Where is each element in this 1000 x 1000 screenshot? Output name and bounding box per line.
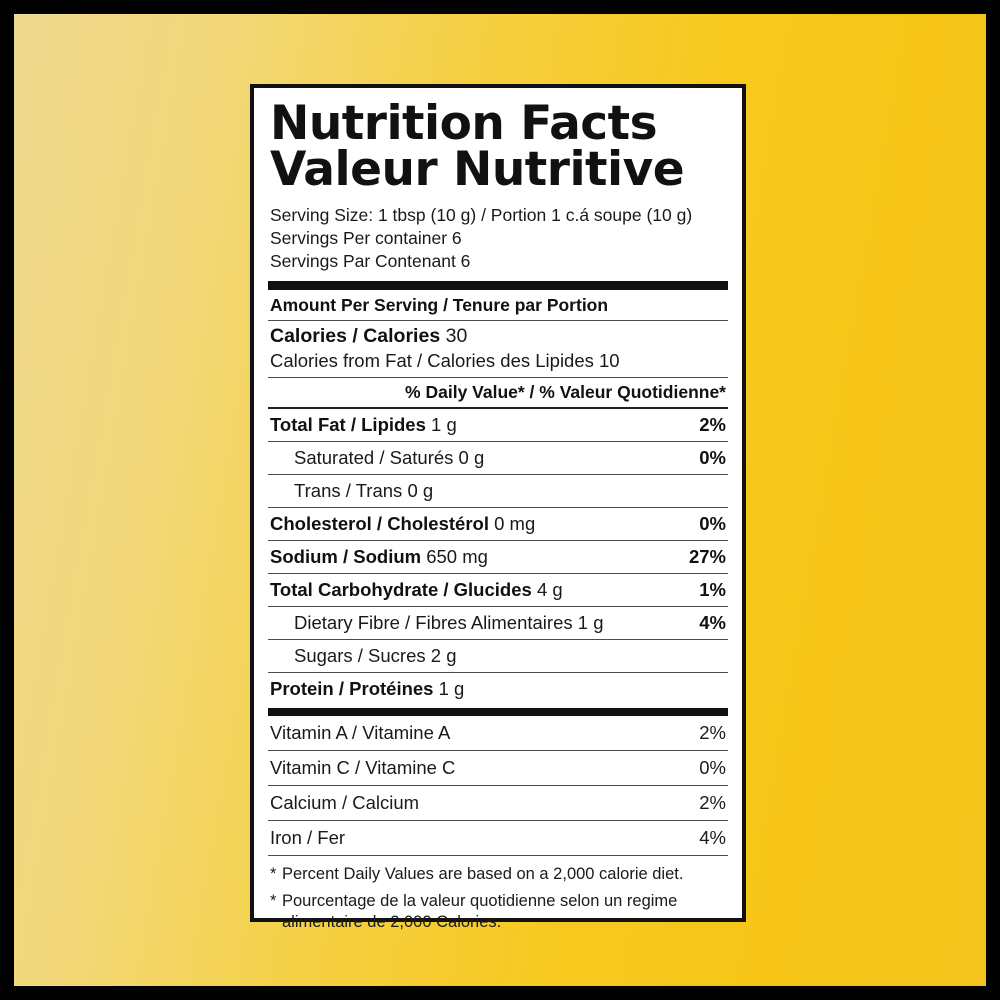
- amount-per-serving: Amount Per Serving / Tenure par Portion: [270, 294, 609, 315]
- servings-per-container-en: Servings Per container 6: [270, 228, 462, 249]
- nutrient-row: [268, 442, 728, 474]
- title-french: Valeur Nutritive: [270, 141, 685, 197]
- nutrient-name-amount: [294, 480, 433, 502]
- nutrient-name: Dietary Fibre / Fibres Alimentaires: [294, 611, 573, 633]
- serving-info: [268, 204, 728, 274]
- divider-thick-bottom: [268, 708, 728, 716]
- nutrient-name-amount: [294, 612, 603, 634]
- footnote-french: [270, 891, 728, 933]
- nutrient-name-amount: [294, 645, 456, 667]
- vitamin-row: [268, 751, 728, 785]
- nutrient-daily-value: 2%: [699, 413, 726, 435]
- nutrient-amount: 1 g: [577, 611, 604, 633]
- nutrient-amount: 650 mg: [426, 545, 488, 567]
- vitamin-name: Calcium / Calcium: [270, 791, 420, 813]
- nutrient-daily-value: 27%: [688, 545, 726, 567]
- vitamin-row: [268, 821, 728, 855]
- nutrient-name: Total Carbohydrate / Glucides: [270, 578, 532, 600]
- nutrition-facts-panel: [250, 84, 746, 931]
- nutrient-name: Trans / Trans: [294, 479, 403, 501]
- asterisk-icon: *: [270, 864, 277, 883]
- nutrient-amount: 4 g: [536, 578, 563, 600]
- nutrient-amount: 1 g: [438, 677, 465, 699]
- nutrient-name: Sodium / Sodium: [270, 545, 422, 567]
- vitamin-row: [268, 716, 728, 750]
- nutrient-amount: 2 g: [430, 644, 457, 666]
- footnote-english: [270, 864, 728, 885]
- nutrient-name: Protein / Protéines: [270, 677, 434, 699]
- nutrient-name: Total Fat / Lipides: [270, 413, 426, 435]
- nutrient-name-amount: [294, 447, 484, 469]
- calories-row: [270, 325, 726, 348]
- nutrient-amount: 0 g: [458, 446, 485, 468]
- nutrient-row: [268, 673, 728, 705]
- nutrient-name: Saturated / Saturés: [294, 446, 454, 468]
- nutrient-amount: 0 mg: [494, 512, 536, 534]
- nutrient-name-amount: [270, 513, 535, 535]
- calories-block: [268, 321, 728, 377]
- vitamin-row: [268, 786, 728, 820]
- nutrient-name: Sugars / Sucres: [294, 644, 426, 666]
- nutrient-row: [268, 409, 728, 441]
- vitamin-daily-value: 4%: [699, 826, 726, 848]
- nutrient-row: [268, 640, 728, 672]
- nutrient-row: [268, 607, 728, 639]
- nutrient-daily-value: 4%: [699, 611, 726, 633]
- nutrient-name-amount: [270, 678, 464, 700]
- serving-size: Serving Size: 1 tbsp (10 g) / Portion 1 c.á soupe (10 g): [270, 204, 693, 225]
- vitamin-name: Iron / Fer: [270, 826, 346, 848]
- vitamin-daily-value: 0%: [699, 756, 726, 778]
- nutrient-daily-value: 0%: [699, 446, 726, 468]
- nutrient-name-amount: [270, 579, 563, 601]
- vitamin-daily-value: 2%: [699, 721, 726, 743]
- vitamin-daily-value: 2%: [699, 791, 726, 813]
- footnotes: [268, 864, 728, 933]
- servings-per-container-fr: Servings Par Contenant 6: [270, 251, 471, 272]
- nutrient-name: Cholesterol / Cholestérol: [270, 512, 489, 534]
- vitamin-name: Vitamin A / Vitamine A: [270, 721, 451, 743]
- asterisk-icon: *: [270, 891, 277, 910]
- footnote-french-text: Pourcentage de la valeur quotidienne selon un regime alimentaire de 2,000 Calories.: [282, 891, 678, 931]
- calories-value: 30: [445, 324, 468, 347]
- nutrient-name-amount: [270, 414, 457, 436]
- nutrient-row: [268, 574, 728, 606]
- divider-row: [268, 855, 728, 856]
- divider-thick-top: [268, 281, 728, 290]
- title-english: Nutrition Facts: [270, 96, 658, 151]
- nutrient-amount: 1 g: [431, 413, 457, 435]
- label-title-block: [268, 96, 728, 197]
- nutrient-row: [268, 508, 728, 540]
- nutrient-row: [268, 475, 728, 507]
- daily-value-header: % Daily Value* / % Valeur Quotidienne*: [405, 381, 726, 402]
- footnote-english-text: Percent Daily Values are based on a 2,000 calorie diet.: [282, 864, 684, 883]
- nutrient-daily-value: 1%: [699, 578, 726, 600]
- nutrient-daily-value: 0%: [699, 512, 726, 534]
- vitamin-name: Vitamin C / Vitamine C: [270, 756, 456, 778]
- nutrient-amount: 0 g: [407, 479, 434, 501]
- nutrient-row: [268, 541, 728, 573]
- calories-label: Calories / Calories: [270, 324, 441, 347]
- nutrient-name-amount: [270, 546, 488, 568]
- calories-from-fat: Calories from Fat / Calories des Lipides 10: [270, 349, 620, 371]
